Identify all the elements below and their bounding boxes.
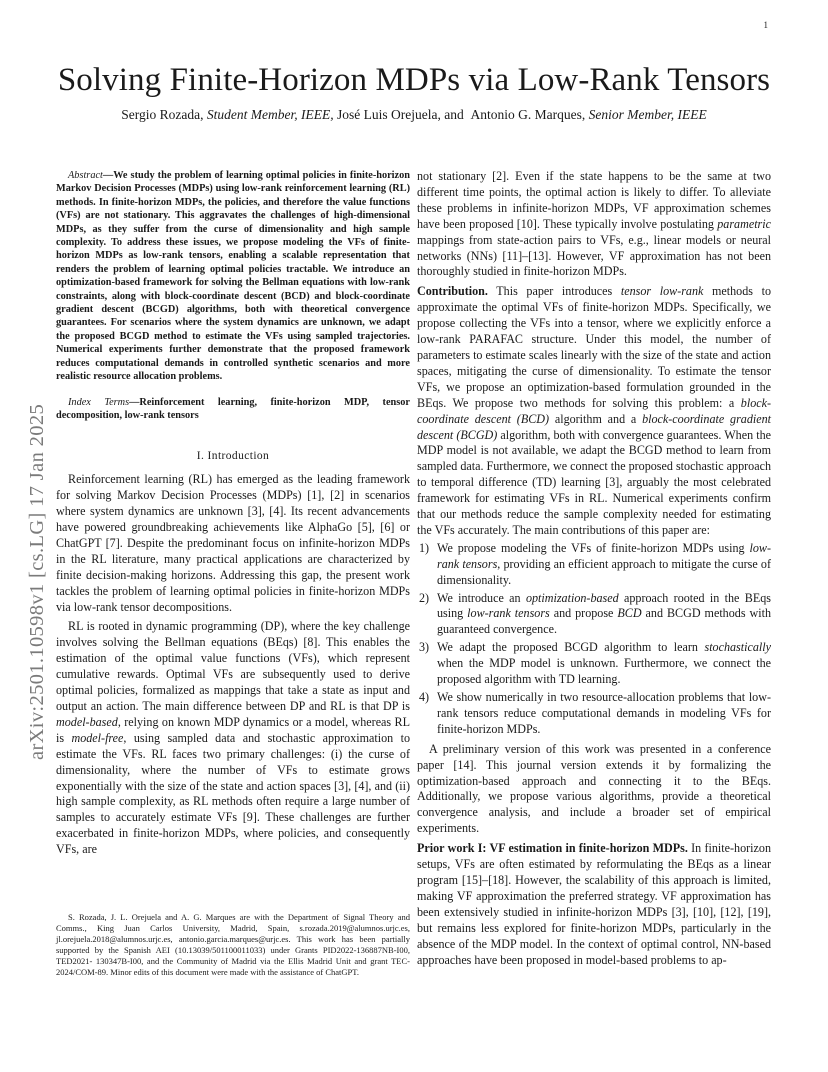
intro-p3-text-b: mappings from state-action pairs to VFs, e.g., linear models or neural networks (NNs) [11]–[13]. However, VF approximation has not been thoroughly studied in finite-horizon MDPs.: [417, 232, 771, 279]
author-marques-role: Senior Member, IEEE: [588, 107, 707, 122]
list-item-number: 4): [419, 690, 430, 704]
contribution-emph-1: tensor low-rank: [620, 284, 704, 299]
intro-p3-text-a: not stationary [2]. Even if the state happens to be the same at two different time points, the optimal action is likely to differ. To alleviate these problems in infinite-horizon MDPs, VF approximation schemes have been proposed [10]. These typically involve postulating: [417, 169, 771, 231]
intro-p2-emph-model-free: model-free: [71, 730, 124, 745]
list-item-text: approach rooted in the BEqs using: [437, 590, 771, 621]
list-item-text: We propose modeling the VFs of finite-horizon MDPs using: [437, 540, 750, 555]
contribution-text-1: This paper introduces: [487, 284, 621, 299]
contribution-lead: Contribution.: [417, 284, 488, 299]
contribution-text-2: methods to approximate the optimal VFs of finite-horizon MDPs. Specifically, we propose collecting the VFs into a tensor, where we explicitly enforce a low-rank PARAFAC structure. Under this model, the number of parameters to estimate scales linearly with the size of the state and action spaces, mitigating the curse of dimensionality. To estimate the tensor VFs, we propose an optimization-based formulation grounded in the BEqs. We propose two methods for solving this problem: a: [417, 284, 772, 410]
list-item-text: and BCGD methods with guaranteed convergence.: [437, 606, 771, 637]
author-affiliation-footnote: S. Rozada, J. L. Orejuela and A. G. Marques are with the Department of Signal Theory and Comms., King Juan Carlos University, Madrid, Spain, s.rozada.2019@alumnos.urjc.es, jl.orejuela.2018@alumnos.urjc.es, antonio.garcia.marques@urjc.es. This work has been partially supported by the Spanish AEI (10.13039/501100011033) under Grants PID2022-136887NB-I00, TED2021- 130347B-I00, and the Community of Madrid via the Ellis Madrid Unit and grant TEC-2024/COM-89. Minor edits of this document were made with the assistance of ChatGPT.: [56, 912, 410, 977]
author-line: [0, 106, 828, 124]
prior-work-lead: Prior work I: VF estimation in finite-horizon MDPs.: [417, 841, 688, 856]
intro-p3-emph-parametric: parametric: [717, 216, 771, 231]
list-item-emph: optimization-based: [525, 590, 619, 605]
preliminary-version-paragraph: A preliminary version of this work was presented in a conference paper [14]. This journal version extends it by formalizing the optimization-based approach and connecting it to the BEqs. Additionally, we propose various algorithms, provide a theoretical convergence analysis, and include a broader set of empirical experiments.: [417, 741, 771, 836]
index-terms-text: —Reinforcement learning, finite-horizon MDP, tensor decomposition, low-rank tensors: [56, 396, 410, 421]
contribution-paragraph: [417, 284, 771, 539]
intro-p2-text-c: , using sampled data and stochastic approximation to estimate the VFs. RL faces two primary challenges: (i) the curse of dimensionality, where the number of VFs to estimate grows exponentially with the size of the state and action spaces [3], [4], and (ii) high sample complexity, as RL methods often require a large number of samples to accurately estimate VFs [9]. These challenges are further exacerbated in finite-horizon MDPs, where policies, and consequently VFs, are: [56, 730, 411, 857]
prior-work-text: In finite-horizon setups, VFs are often estimated by reformulating the BEqs as a linear program [15]–[18]. However, the scalability of this approach is limited, making VF approximation the preferred strategy. VF approximation has been extensively studied in infinite-horizon MDPs [3], [10], [12], [19], but remains less explored for finite-horizon MDPs, particularly in the absence of the MDP model. In the context of optimal control, NN-based approaches have been proposed in model-based problems to ap-: [417, 841, 771, 967]
list-item-number: 3): [419, 640, 430, 655]
intro-p2-emph-model-based: model-based: [56, 714, 118, 729]
list-item-number: 2): [419, 590, 430, 605]
list-item-text: when the MDP model is unknown. Furthermore, we connect the proposed algorithm with TD learning.: [437, 656, 771, 687]
author-rozada-role: Student Member, IEEE,: [206, 107, 334, 122]
contributions-list: [417, 541, 771, 738]
contribution-emph-3: block-coordinate gradient descent (BCGD): [417, 411, 772, 442]
intro-paragraph-2-continued: [417, 169, 771, 280]
list-item: [417, 640, 771, 688]
list-item: [417, 690, 771, 738]
list-item: [417, 591, 771, 639]
index-terms-label: Index Terms: [68, 396, 130, 408]
abstract-label: Abstract: [68, 170, 103, 181]
author-rozada: Sergio Rozada,: [121, 107, 204, 122]
page-number: 1: [763, 20, 768, 30]
contribution-emph-2: block-coordinate descent (BCD): [417, 395, 771, 426]
contribution-text-3: algorithm and a: [549, 411, 643, 426]
intro-p2-text-a: RL is rooted in dynamic programming (DP), where the key challenge involves solving the Bellman equations (BEqs) [8]. This enables the estimation of the optimal value functions (VFs), which represent cumulative rewards. Optimal VFs are subsequently used to derive optimal policies, formalized as mappings that take a state as input and output an action. The main difference between DP and RL is that DP is: [56, 619, 410, 713]
intro-paragraph-1: Reinforcement learning (RL) has emerged as the leading framework for solving Markov Decision Processes (MDPs) [1], [2] in scenarios where system dynamics are unknown [3], [4]. Its recent advancements have powered groundbreaking achievements like AlphaGo [5], [6] or ChatGPT [7]. Despite the predominant focus on infinite-horizon MDPs in the RL literature, many practical applications are characterized by finite decision-making horizons. Addressing this gap, the present work tackles the problem of learning optimal policies in finite-horizon MDPs via low-rank tensor decompositions.: [56, 472, 410, 614]
index-terms: [56, 396, 410, 423]
author-marques: Antonio G. Marques,: [470, 107, 586, 122]
arxiv-identifier-stamp: arXiv:2501.10598v1 [cs.LG] 17 Jan 2025: [26, 403, 48, 760]
list-item-emph: stochastically: [704, 640, 771, 655]
paper-title: Solving Finite-Horizon MDPs via Low-Rank Tensors: [57, 62, 771, 98]
left-column: [56, 169, 410, 858]
section-heading-introduction: I. Introduction: [196, 450, 270, 463]
list-item-text: We introduce an: [437, 590, 526, 605]
abstract: [56, 169, 410, 384]
list-item-emph: low-rank tensors: [437, 540, 771, 571]
list-item: [417, 541, 771, 589]
list-item-number: 1): [419, 540, 430, 555]
list-item-emph: low-rank tensors: [467, 606, 550, 621]
list-item-text: , providing an efficient approach to mitigate the curse of dimensionality.: [437, 556, 771, 587]
right-column: [417, 169, 771, 968]
list-item-text: We show numerically in two resource-allocation problems that low-rank tensors reduce computational demands in modeling VFs for finite-horizon MDPs.: [437, 690, 771, 736]
intro-paragraph-2: [56, 619, 410, 858]
intro-p2-text-b: , relying on known MDP dynamics or a model, whereas RL is: [56, 714, 410, 745]
list-item-text: and propose: [549, 606, 618, 621]
list-item-text: We adapt the proposed BCGD algorithm to learn: [437, 640, 705, 655]
prior-work-paragraph: [417, 841, 771, 968]
author-orejuela: José Luis Orejuela, and: [337, 107, 464, 122]
abstract-text: —We study the problem of learning optimal policies in finite-horizon Markov Decision Processes (MDPs) using low-rank reinforcement learning (RL) methods. In finite-horizon MDPs, the policies, and therefore the value functions (VFs) are not stationary. This aggravates the challenges of high-dimensional MDPs, as they suffer from the curse of dimensionality and high sample complexity. To address these issues, we propose modeling the VFs of finite-horizon MDPs as low-rank tensors, enabling a scalable representation that renders the problem of learning optimal policies tractable. We introduce an optimization-based framework for solving the Bellman equations with low-rank constraints, along with block-coordinate descent (BCD) and block-coordinate gradient descent (BCGD) algorithms, both with theoretical convergence guarantees. For scenarios where the system dynamics are unknown, we adapt the proposed BCGD method to estimate the VFs using sampled trajectories. Numerical experiments further demonstrate that the proposed framework reduces computational demands in controlled synthetic scenarios and more realistic resource allocation problems.: [56, 170, 410, 383]
list-item-emph: BCD: [617, 606, 642, 621]
contribution-text-4: algorithm, both with convergence guarantees. When the MDP model is not available, we adapt the BCGD method to learn from sampled data. Furthermore, we connect the proposed stochastic approach to temporal difference (TD) learning [3], arguably the most celebrated framework for estimating VFs in RL. Numerical experiments confirm that our methods reduce the sample complexity needed for estimating the VFs accurately. The main contributions of this paper are:: [417, 427, 771, 537]
